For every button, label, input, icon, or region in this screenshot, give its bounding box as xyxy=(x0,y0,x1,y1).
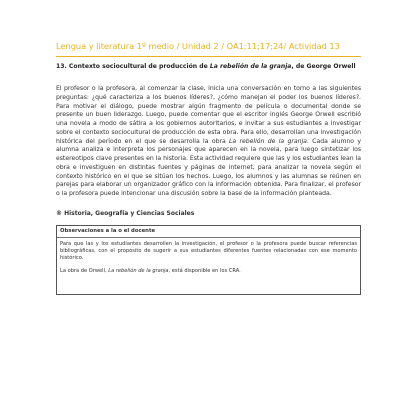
header-rule xyxy=(56,56,361,57)
related-subject xyxy=(56,210,356,218)
activity-paragraph xyxy=(56,85,361,199)
activity-title-prefix: 13. Contexto sociocultural de producción de xyxy=(56,63,210,70)
page-header xyxy=(56,41,376,52)
activity-title xyxy=(56,63,356,71)
activity-paragraph-part1: El profesor o la profesora, al comenzar la clase, inicia una conversación en torno a las siguientes preguntas: ¿qué caracteriza a los buenos líderes?, ¿cómo manejan el poder los buenos líderes?. Para motivar el diálogo, puede mostrar algún fragmento de película o documental donde se presente un buen liderazgo. Luego, puede comentar que el escritor inglés George Orwell escribió una novela a modo de sátira a los gobiernos autoritarios, e invitar a sus estudiantes a investigar sobre el contexto sociocultural de producción de esta obra. Para ello, desarrollan una investigación histórica del período en el que se desarrolla la obra xyxy=(56,85,361,145)
observations-box xyxy=(56,225,361,295)
observations-paragraph-1: Para que las y los estudiantes desarrollen la investigación, el profesor o la profesora puede buscar referencias bibliográficas, con el propósito de sugerir a sus estudiantes diferentes fuentes relacionadas con ese momento histórico. xyxy=(60,241,357,261)
header-title: Lengua y literatura 1º medio / Unidad 2 / OA1;11;17;24/ Actividad 13 xyxy=(56,41,340,51)
activity-title-work: La rebelión de la granja xyxy=(209,63,292,70)
observations-paragraph-2-suffix: , está disponible en los CRA. xyxy=(168,268,241,274)
related-subject-label: ® Historia, Geografía y Ciencias Sociales xyxy=(56,210,195,217)
observations-paragraph-2-prefix: La obra de Orwell, xyxy=(60,268,109,274)
observations-paragraph-2 xyxy=(60,268,357,275)
observations-divider xyxy=(57,237,360,238)
activity-paragraph-part2: . Cada alumno y alumna analiza e interpreta los personajes que aparecen en la novela, para luego sintetizar los estereotipos clave presentes en la historia. Esta actividad requiere que las y los estudiantes lean la obra e investiguen en distintas fuentes y páginas de internet, para analizar la novela según el contexto histórico en el que se sitúan los hechos. Luego, los alumnos y las alumnas se reúnen en parejas para elaborar un organizador gráfico con la información obtenida. Para finalizar, el profesor o la profesora puede intencionar una discusión sobre la base de la información planteada. xyxy=(56,137,361,197)
observations-paragraph-2-work: La rebelión de la granja xyxy=(108,268,169,274)
activity-title-suffix: , de George Orwell xyxy=(291,63,356,70)
activity-paragraph-work: La rebelión de la granja xyxy=(229,137,307,145)
observations-title: Observaciones a la o el docente xyxy=(60,228,156,234)
